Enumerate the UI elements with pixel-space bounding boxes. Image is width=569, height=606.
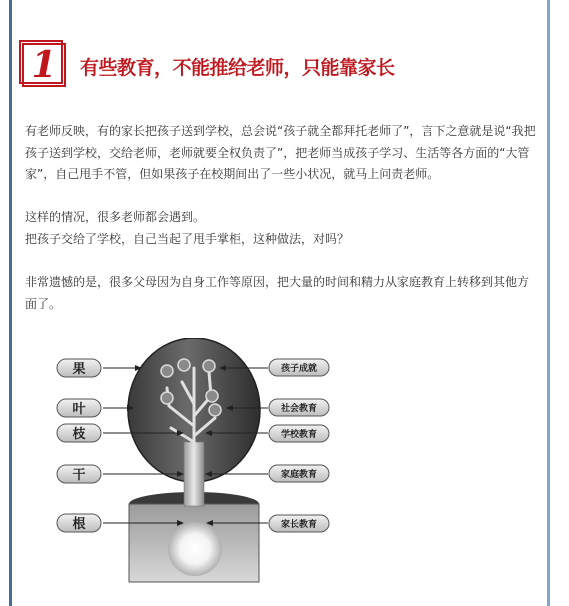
svg-text:果: 果 (72, 362, 86, 377)
right-label-group (269, 359, 329, 532)
section-number: 1 (31, 44, 57, 86)
section-number-badge (22, 43, 66, 87)
label-school-education (269, 425, 329, 442)
svg-text:孩子成就: 孩子成就 (280, 364, 318, 374)
label-branch (57, 424, 101, 442)
paragraph-2 (25, 207, 538, 250)
label-social-education (269, 399, 329, 416)
label-root (57, 514, 101, 532)
label-parent-education (269, 515, 329, 532)
svg-text:学校教育: 学校教育 (280, 430, 318, 440)
svg-text:家长教育: 家长教育 (280, 520, 318, 530)
svg-text:枝: 枝 (72, 427, 86, 442)
left-border (9, 0, 12, 606)
paragraph-3: 非常遗憾的是，很多父母因为自身工作等原因，把大量的时间和精力从家庭教育上转移到其他方面了。 (25, 275, 530, 311)
education-tree-diagram (55, 338, 345, 586)
svg-text:叶: 叶 (72, 402, 86, 417)
svg-text:家庭教育: 家庭教育 (280, 470, 318, 480)
paragraph-2-line-2: 把孩子交给了学校，自己当起了甩手掌柜，这种做法，对吗？ (25, 231, 350, 246)
label-fruit (57, 359, 101, 377)
left-label-group (57, 359, 101, 532)
svg-text:干: 干 (72, 468, 86, 483)
label-trunk (57, 465, 101, 483)
right-border (547, 0, 550, 606)
label-leaf (57, 399, 101, 417)
paragraph-1: 有老师反映，有的家长把孩子送到学校，总会说“孩子就全都拜托老师了”，言下之意就是说“我把孩子送到学校，交给老师，老师就要全权负责了”，把老师当成孩子学习、生活等各方面的“大管家”，自己甩手不管，但如果孩子在校期间出了一些小状况，就马上问责老师。 (25, 124, 536, 181)
label-family-education (269, 465, 329, 482)
paragraph-2-line-1: 这样的情况，很多老师都会遇到。 (25, 210, 206, 224)
svg-text:根: 根 (72, 517, 86, 532)
section-title: 有些教育，不能推给老师，只能靠家长 (80, 57, 395, 79)
section-heading (22, 40, 422, 92)
label-child-achievement (269, 359, 329, 376)
svg-text:社会教育: 社会教育 (280, 404, 318, 414)
